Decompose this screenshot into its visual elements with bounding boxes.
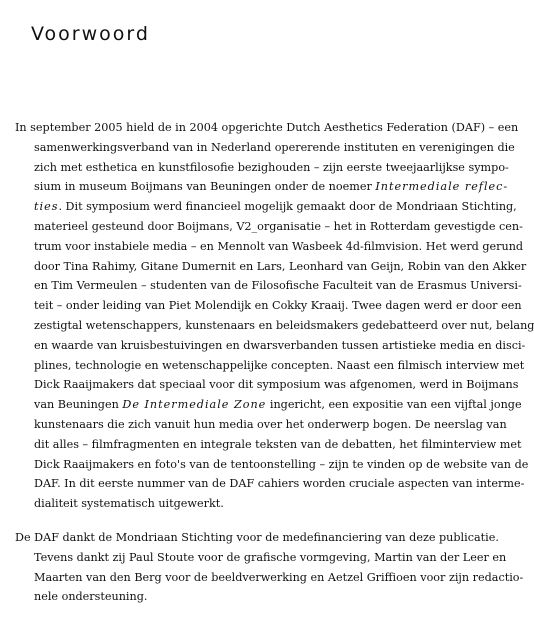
paragraph-line: teit – onder leiding van Piet Molendijk en Cokky Kraaij. Twee dagen werd er door een [34,299,522,313]
paragraph-line: door Tina Rahimy, Gitane Dumernit en Lars, Leonhard van Geijn, Robin van den Akker [34,259,527,273]
paragraph-line: Tevens dankt zij Paul Stoute voor de grafische vormgeving, Martin van der Leer en [34,550,507,564]
paragraph-line: De DAF dankt de Mondriaan Stichting voor de medefinanciering van deze publicatie. [15,531,499,544]
paragraph-line: dialiteit systematisch uitgewerkt. [34,497,224,511]
paragraph-line: materieel gesteund door Boijmans, V2_organisatie – het in Rotterdam gevestigde cen- [34,220,523,233]
paragraph-line [34,395,522,415]
paragraph-line: kunstenaars die zich vanuit hun media over het onderwerp bogen. De neerslag van [34,418,507,431]
paragraph-line: samenwerkingsverband van in Nederland opererende instituten en verenigingen die [34,140,515,154]
paragraph-line: Dick Raaijmakers dat speciaal voor dit symposium was afgenomen, werd in Boijmans [34,378,519,392]
line-text: van Beuningen [34,398,123,412]
paragraph-line: DAF. In dit eerste nummer van de DAF cahiers worden cruciale aspecten van interme- [34,477,525,491]
paragraph-line: trum voor instabiele media – en Mennolt van Wasbeek 4d-filmvision. Het werd gerund [34,239,524,253]
paragraph-line: zestigtal wetenschappers, kunstenaars en beleidsmakers gedebatteerd over nut, belang [34,319,534,332]
paragraph-line: nele ondersteuning. [34,590,148,604]
paragraph-line [34,197,517,217]
paragraph-line: Maarten van den Berg voor de beeldverwerking en Aetzel Griffioen voor zijn redactio- [34,570,524,584]
paragraph-line [34,177,509,197]
line-text: sium in museum Boijmans van Beuningen onder de noemer [34,180,376,194]
paragraph-line: dit alles – filmfragmenten en integrale teksten van de debatten, het filminterview met [34,437,522,451]
paragraph-line: en waarde van kruisbestuivingen en dwarsverbanden tussen artistieke media en disci- [34,338,526,352]
italic-title: De Intermediale Zone [122,398,267,412]
paragraph-line: zich met esthetica en kunstfilosofie bezighouden – zijn eerste tweejaarlijkse sympo- [34,160,509,174]
paragraph-line: Dick Raaijmakers en foto's van de tentoonstelling – zijn te vinden op de website van de [34,457,529,471]
italic-title: Intermediale reflec- [375,180,509,194]
italic-title: ties [34,200,59,214]
line-text: . Dit symposium werd financieel mogelijk gemaakt door de Mondriaan Stichting, [58,200,517,214]
paragraph-line: plines, technologie en wetenschappelijke concepten. Naast een filmisch interview met [34,358,525,372]
page-title: Voorwoord [31,23,150,45]
line-text: ingericht, een expositie van een vijftal jonge [266,398,522,412]
paragraph-line: en Tim Vermeulen – studenten van de Filosofische Faculteit van de Erasmus Universi- [34,279,522,293]
paragraph-line: In september 2005 hield de in 2004 opgerichte Dutch Aesthetics Federation (DAF) – een [15,121,519,134]
